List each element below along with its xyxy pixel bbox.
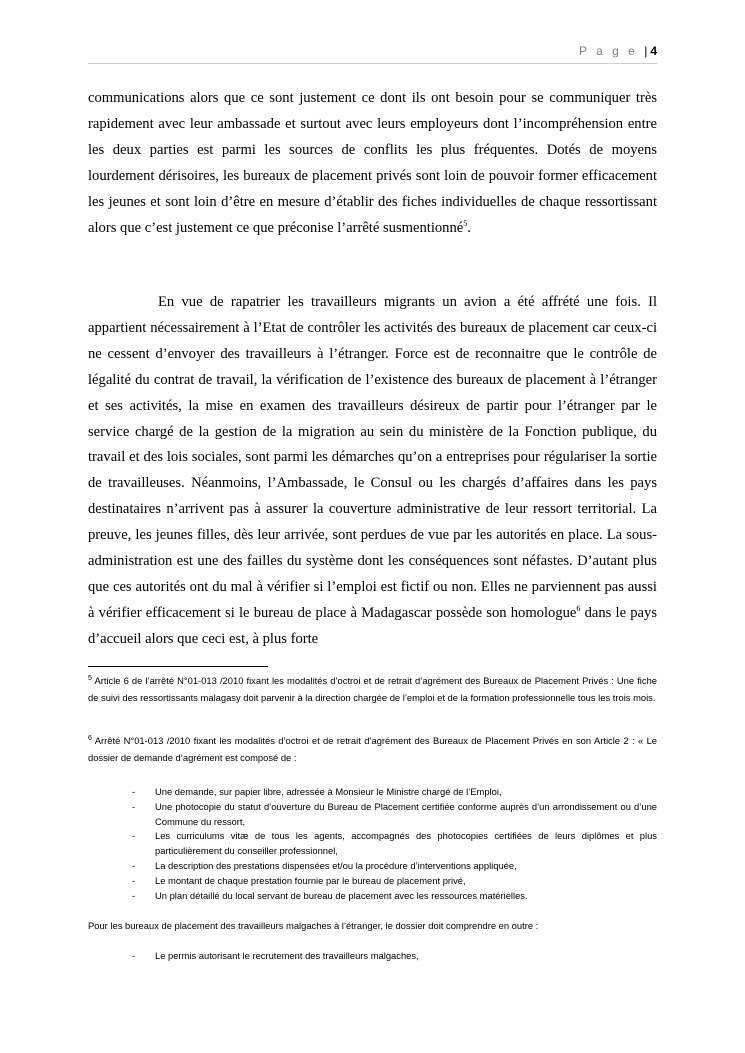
paragraph-2-text: En vue de rapatrier les travailleurs migrants un avion a été affrété une fois. Il appartient nécessairement à l’Etat de contrôler les activités des bureaux de placement car ceux-ci ne cessent d’envoyer des travailleurs à l’étranger. Force est de reconnaitre que le contrôle de légalité du contrat de travail, la vérification de l’existence des bureaux de placement à l’étranger et ses activités, la mise en examen des travailleurs désireux de partir pour l’étranger par le service chargé de la gestion de la migration au sein du ministère de la Fonction publique, du travail et des lois sociales, sont parmi les démarches qu’on a entreprises pour régulariser la sortie de travailleuses. Néanmoins, l’Ambassade, le Consul ou les chargés d’affaires dans les pays destinataires n’arrivent pas à assurer la couverture administrative de leur ressort territorial. La preuve, les jeunes filles, dès leur arrivée, sont perdues de vue par les autorités en place. La sous-administration est une des failles du système dont les conséquences sont néfastes. D’autant plus que ces autorités ont du mal à vérifier si l’emploi est fictif ou non. Elles ne parviennent pas aussi à vérifier efficacement si le bureau de place à Madagascar possède son homologue (88, 294, 657, 621)
paragraph-1-end: . (467, 219, 471, 236)
list-dash: - (132, 800, 136, 812)
paragraph-2-end: dans le pays d’accueil alors que ceci est, à plus forte (88, 604, 658, 647)
list-item (88, 949, 657, 964)
list-item-text: Un plan détaillé du local servant de bureau de placement avec les ressources matérielles. (155, 889, 528, 901)
list-item (88, 829, 657, 859)
list-item (88, 800, 657, 830)
footnote-ref-5[interactable]: 5 (463, 218, 468, 228)
list-dash: - (132, 874, 136, 886)
paragraph-1-text: communications alors que ce sont justement ce dont ils ont besoin pour se communiquer très rapidement avec leur ambassade et surtout avec leurs employeurs dont l’incompréhension entre les deux parties est parmi les sources de conflits les plus fréquentes. Dotés de moyens lourdement dérisoires, les bureaux de placement privés sont loin de pouvoir former efficacement les jeunes et sont loin d’être en mesure d’établir des fiches individuelles de chaque ressortissant alors que c’est justement ce que préconise l’arrêté susmentionné (88, 90, 657, 236)
header-separator: | (644, 44, 648, 58)
list-item (88, 889, 657, 904)
footnote-5 (88, 673, 657, 706)
header-rule (88, 63, 657, 64)
list-dash: - (132, 830, 136, 842)
list-item-text: Le permis autorisant le recrutement des travailleurs malgaches, (155, 950, 419, 961)
paragraph-1 (88, 86, 657, 241)
list-item (88, 859, 657, 874)
agreement-requirements-list (88, 785, 657, 903)
footnote-6-text: Arrêté N°01-013 /2010 fixant les modalités d’octroi et de retrait d’agrément des Bureaux de Placement Privés en son Article 2 : « Le dossier de demande d’agrément est composé de : (88, 735, 657, 763)
list-item-text: Une photocopie du statut d’ouverture du Bureau de Placement certifiée conforme auprès d’un arrondissement ou d’une Commune du ressort, (155, 800, 657, 827)
footnote-6 (88, 733, 657, 766)
footnote-separator (88, 666, 268, 667)
footnote-5-number: 5 (88, 674, 92, 682)
list-dash: - (132, 786, 136, 797)
page-header (579, 44, 657, 58)
additional-requirements-list (88, 949, 657, 964)
page-label: P a g e (579, 44, 638, 58)
additional-requirements-intro: Pour les bureaux de placement des travailleurs malgaches à l’étranger, le dossier doit comprendre en outre : (88, 920, 539, 931)
list-item-text: Une demande, sur papier libre, adressée à Monsieur le Ministre chargé de l’Emploi, (155, 786, 502, 797)
paragraph-2 (88, 290, 657, 653)
list-item (88, 874, 657, 889)
list-item-text: La description des prestations dispensées et/ou la procédure d’interventions appliquée, (155, 859, 517, 871)
list-dash: - (132, 859, 136, 871)
list-dash: - (132, 950, 136, 961)
list-item-text: Le montant de chaque prestation fournie par le bureau de placement privé, (155, 874, 466, 886)
list-dash: - (132, 889, 136, 901)
page-number: 4 (650, 44, 657, 58)
footnote-6-number: 6 (88, 734, 92, 742)
list-item-text: Les curriculums vitæ de tous les agents, accompagnés des photocopies certifiées de leurs diplômes et plus particulièrement du conseiller professionnel, (155, 830, 657, 857)
footnote-ref-6[interactable]: 6 (576, 604, 581, 614)
footnote-5-text: Article 6 de l’arrêté N°01-013 /2010 fixant les modalités d’octroi et de retrait d’agrément des Bureaux de Placement Privés : Une fiche de suivi des ressortissants malagasy doit parvenir à la direction chargée de l’emploi et de la formation professionnelle tous les trois mois. (88, 675, 657, 703)
list-item (88, 785, 657, 800)
